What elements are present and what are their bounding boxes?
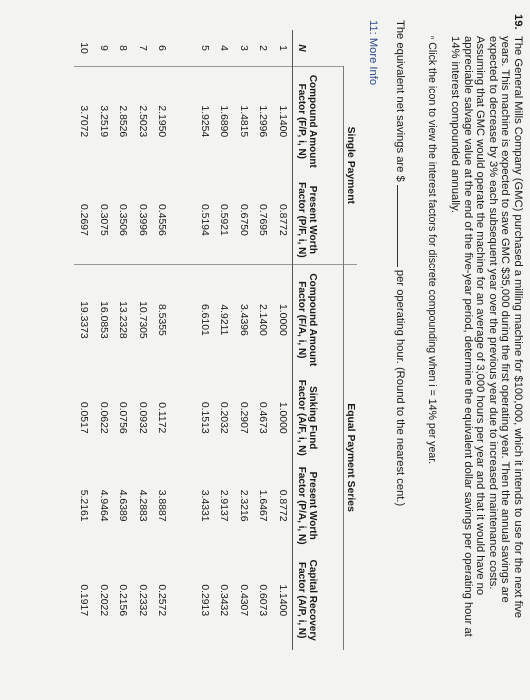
cell: 0.2907: [237, 401, 249, 434]
cell: 3: [234, 30, 254, 67]
cell: 4.9464: [97, 489, 109, 522]
interest-factor-hint[interactable]: [425, 36, 438, 464]
cell: 0.6750: [234, 176, 254, 265]
cell: 9: [94, 30, 114, 67]
problem-line: appreciable salvage value at the end of the five-year period, determine the equivalent dollar savings per operating hour at: [461, 36, 474, 637]
cell: 19.3373: [78, 301, 90, 339]
table-row: [133, 30, 153, 650]
cell: 1.1400: [276, 105, 288, 138]
cell: 3.7072: [78, 105, 90, 138]
problem-line: Assuming that GMC would operate the machine for an average of 3,000 hours per year and that it would have no: [474, 36, 487, 596]
cell: 0.2022: [97, 584, 109, 617]
info-icon[interactable]: ⁿ: [427, 36, 437, 40]
cell: 3.4396: [237, 304, 249, 336]
problem-line: years. This machine is expected to save GMC $35,000 during the first operating year. Then the annual savings are: [499, 36, 512, 603]
cell: 3.8887: [156, 489, 168, 522]
cell: 0.0932: [136, 401, 148, 434]
interest-factor-table: [74, 30, 357, 650]
cell: 3.4331: [198, 489, 210, 522]
cell: 2.1950: [156, 105, 168, 138]
cell: 10: [74, 30, 94, 67]
cell: 0.2332: [136, 584, 148, 617]
cell: 13.2328: [117, 301, 129, 339]
cell: 0.2697: [74, 176, 94, 265]
cell: 0.5194: [195, 176, 215, 265]
table-row: [195, 30, 215, 650]
cell: 0.7695: [253, 176, 273, 265]
group-equal-payment-series: Equal Payment Series: [344, 265, 358, 650]
table-row: [214, 30, 234, 650]
answer-prefix: The equivalent net savings are $: [394, 20, 406, 182]
cell: 0.3996: [133, 176, 153, 265]
cell: 2.1400: [257, 304, 269, 336]
cell: 0.2032: [218, 401, 230, 434]
cell: 6.6101: [198, 304, 210, 336]
col-header-fa: Compound Amount Factor (F/A, i, N): [293, 265, 344, 375]
col-header-pf: Present Worth Factor (P/F, i, N): [293, 176, 344, 265]
cell: 0.8772: [273, 176, 293, 265]
table-row: [273, 30, 293, 650]
cell: 5: [195, 30, 215, 67]
cell: 16.0853: [97, 301, 109, 339]
cell: 5.2161: [78, 489, 90, 522]
cell: 1.9254: [198, 105, 210, 138]
cell: 0.5921: [214, 176, 234, 265]
col-header-pa: Present Worth Factor (P/A, i, N): [293, 461, 344, 551]
problem-line: 14% interest compounded annually.: [449, 36, 462, 214]
cell: 0.6073: [257, 584, 269, 617]
cell: 4.6389: [117, 489, 129, 522]
cell: 2: [253, 30, 273, 67]
cell: 7: [133, 30, 153, 67]
group-single-payment: Single Payment: [344, 67, 358, 265]
cell: 1.4815: [237, 105, 249, 138]
cell: 0.1513: [198, 401, 210, 434]
cell: 0.0517: [78, 401, 90, 434]
table-row-spacer: [172, 30, 195, 650]
problem-statement: [448, 36, 524, 637]
table-row: [152, 30, 172, 650]
more-info-title: 11: More Info: [367, 20, 379, 86]
cell: 0.2572: [156, 584, 168, 617]
cell: 4: [214, 30, 234, 67]
cell: 0.3506: [113, 176, 133, 265]
cell: 0.0756: [117, 401, 129, 434]
cell: 0.3432: [218, 584, 230, 617]
problem-line: The General Mills Company (GMC) purchased a milling machine for $100,000, which it intends to use for the next five: [512, 36, 524, 619]
cell: 0.2156: [117, 584, 129, 617]
cell: 2.9137: [218, 489, 230, 522]
cell: 8.5355: [156, 304, 168, 336]
col-header-ap: Capital Recovery Factor (A/P, i, N): [293, 550, 344, 650]
cell: 0.8772: [276, 489, 288, 522]
cell: 1.2996: [257, 105, 269, 138]
col-header-af: Sinking Fund Factor (A/F, i, N): [293, 375, 344, 461]
table-column-headers: [293, 30, 344, 650]
cell: 0.0622: [97, 401, 109, 434]
table-row: [234, 30, 254, 650]
cell: 3.2519: [97, 105, 109, 138]
cell: 0.2913: [198, 584, 210, 617]
cell: 0.4307: [237, 584, 249, 617]
answer-line: [393, 20, 408, 506]
cell: 1.1400: [276, 584, 288, 617]
table-row: [113, 30, 133, 650]
answer-input[interactable]: [397, 185, 408, 267]
cell: 8: [113, 30, 133, 67]
hint-text: Click the icon to view the interest factors for discrete compounding when i = 14% per year.: [426, 42, 438, 465]
problem-number: 19.: [512, 14, 524, 30]
table-row: [253, 30, 273, 650]
cell: 0.4556: [152, 176, 172, 265]
cell: 4.9211: [218, 304, 230, 336]
cell: 0.1172: [156, 402, 168, 434]
cell: 2.8526: [117, 105, 129, 138]
table-row: [74, 30, 94, 650]
cell: 10.7305: [136, 301, 148, 339]
table-group-header: [344, 30, 358, 650]
cell: 1: [273, 30, 293, 67]
cell: 2.5023: [136, 105, 148, 138]
cell: 2.3216: [237, 489, 249, 522]
cell: 1.6467: [257, 489, 269, 522]
cell: 6: [152, 30, 172, 67]
col-header-fp: Compound Amount Factor (F/P, i, N): [293, 67, 344, 176]
cell: 0.1917: [78, 584, 90, 617]
problem-line: expected to decrease by 3% each subsequent year over the previous year due to increased maintenance costs.: [486, 36, 499, 590]
cell: 1.0000: [276, 304, 288, 336]
table-row: [94, 30, 114, 650]
cell: 1.6890: [218, 105, 230, 138]
col-header-n: N: [293, 30, 344, 67]
answer-suffix: per operating hour. (Round to the nearest cent.): [394, 269, 406, 507]
cell: 0.4673: [257, 401, 269, 434]
cell: 4.2883: [136, 489, 148, 522]
cell: 1.0000: [276, 401, 288, 434]
cell: 0.3075: [94, 176, 114, 265]
